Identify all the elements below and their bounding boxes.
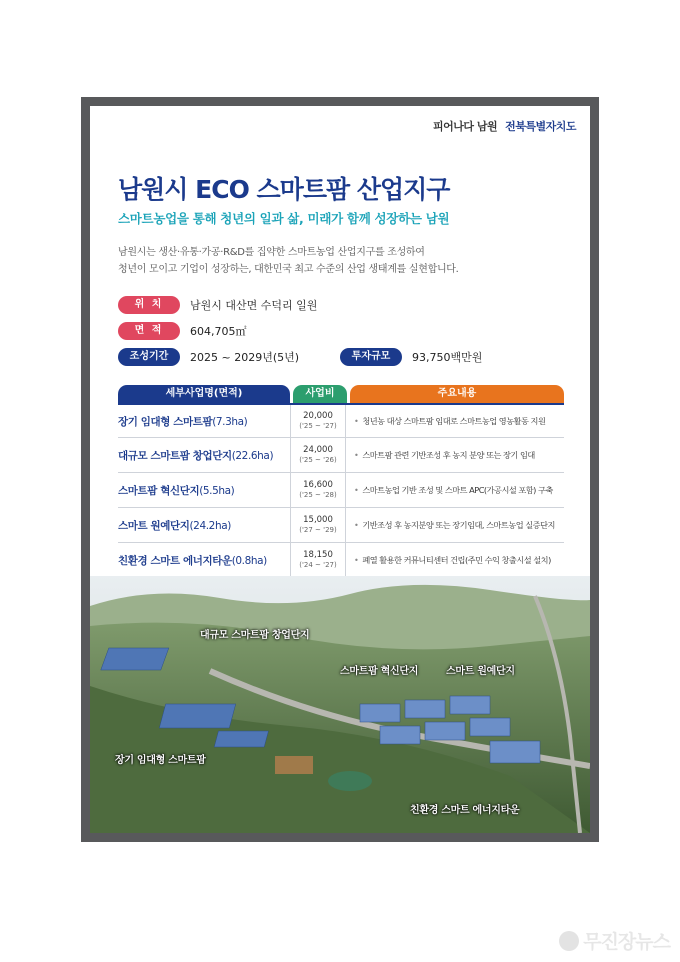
cost-value: 18,150 (303, 550, 333, 560)
period-row (118, 348, 299, 366)
project-cost (290, 508, 346, 542)
watermark-icon (559, 931, 579, 951)
header-cost: 사업비 (293, 385, 347, 403)
logo-bar (433, 118, 576, 134)
project-title: 친환경 스마트 에너지타운 (118, 554, 232, 567)
page-subtitle: 스마트농업을 통해 청년의 일과 삶, 미래가 함께 성장하는 남원 (118, 211, 450, 226)
table-row (118, 473, 564, 508)
table-body (118, 403, 564, 578)
cost-years: ('25 ~ '27) (299, 422, 337, 430)
period-badge: 조성기간 (118, 348, 180, 366)
cost-years: ('25 ~ '26) (299, 456, 337, 464)
aerial-illustration (90, 576, 590, 833)
project-name (118, 553, 290, 568)
project-name (118, 448, 290, 463)
project-cost (290, 543, 346, 577)
cost-years: ('25 ~ '28) (299, 491, 337, 499)
project-title: 스마트팜 혁신단지 (118, 484, 200, 497)
location-value: 남원시 대산면 수덕리 일원 (190, 299, 318, 312)
header-project-name: 세부사업명(면적) (118, 385, 290, 403)
project-title: 대규모 스마트팜 창업단지 (118, 449, 232, 462)
header-content: 주요내용 (350, 385, 564, 403)
project-area: (0.8ha) (231, 554, 267, 567)
project-content: • 스마트팜 관련 기반조성 후 농지 분양 또는 장기 임대 (346, 450, 560, 461)
project-area: (7.3ha) (212, 415, 248, 428)
project-content: • 스마트농업 기반 조성 및 스마트 APC(가공시설 포함) 구축 (346, 485, 560, 496)
aerial-photo (90, 576, 590, 833)
project-title: 장기 임대형 스마트팜 (118, 415, 213, 428)
project-table (118, 385, 564, 578)
cost-years: ('24 ~ '27) (299, 561, 337, 569)
watermark-text: 무진장뉴스 (583, 931, 670, 953)
project-cost (290, 405, 346, 437)
project-content: • 청년농 대상 스마트팜 임대로 스마트농업 영농활동 지원 (346, 416, 560, 427)
project-name (118, 518, 290, 533)
label-startup-complex: 대규모 스마트팜 창업단지 (200, 630, 310, 641)
location-row (118, 296, 317, 314)
project-area: (5.5ha) (199, 484, 235, 497)
project-area: (22.6ha) (231, 449, 274, 462)
cost-value: 15,000 (303, 515, 333, 525)
project-content: • 폐열 활용한 커뮤니티센터 건립(주민 수익 창출시설 설치) (346, 555, 560, 566)
cost-value: 24,000 (303, 445, 333, 455)
table-header (118, 385, 564, 403)
project-name (118, 414, 290, 429)
jeonbuk-logo: 전북특별자치도 (505, 120, 576, 133)
label-energy-town: 친환경 스마트 에너지타운 (410, 805, 520, 816)
area-value: 604,705㎡ (190, 325, 247, 338)
project-content: • 기반조성 후 농지분양 또는 장기임대, 스마트농업 실증단지 (346, 520, 560, 531)
watermark (559, 927, 670, 954)
namwon-logo: 피어나다 남원 (433, 120, 498, 133)
label-innovation-complex: 스마트팜 혁신단지 (340, 666, 419, 677)
intro-line: 남원시는 생산·유통·가공·R&D를 집약한 스마트농업 산업지구를 조성하여 (118, 247, 425, 258)
label-rental-smartfarm: 장기 임대형 스마트팜 (115, 755, 206, 766)
investment-row (340, 348, 482, 366)
cost-years: ('27 ~ '29) (299, 526, 337, 534)
table-row (118, 543, 564, 578)
intro-line: 청년이 모이고 기업이 성장하는, 대한민국 최고 수준의 산업 생태계를 실현합니다. (118, 264, 459, 275)
location-badge: 위 치 (118, 296, 180, 314)
area-row (118, 322, 247, 340)
project-cost (290, 438, 346, 472)
investment-value: 93,750백만원 (412, 351, 483, 364)
poster-sheet (90, 106, 590, 576)
table-row (118, 508, 564, 543)
period-value: 2025 ~ 2029년(5년) (190, 351, 300, 364)
project-title: 스마트 원예단지 (118, 519, 190, 532)
project-area: (24.2ha) (189, 519, 231, 532)
label-horticulture-complex: 스마트 원예단지 (446, 666, 515, 677)
field-plot (275, 756, 313, 774)
energy-town-site (328, 771, 372, 791)
cost-value: 16,600 (303, 480, 333, 490)
page-title: 남원시 ECO 스마트팜 산업지구 (118, 175, 450, 204)
area-badge: 면 적 (118, 322, 180, 340)
project-name (118, 483, 290, 498)
intro-text (118, 244, 558, 278)
project-cost (290, 473, 346, 507)
table-row (118, 403, 564, 438)
investment-badge: 투자규모 (340, 348, 402, 366)
cost-value: 20,000 (303, 411, 333, 421)
table-row (118, 438, 564, 473)
